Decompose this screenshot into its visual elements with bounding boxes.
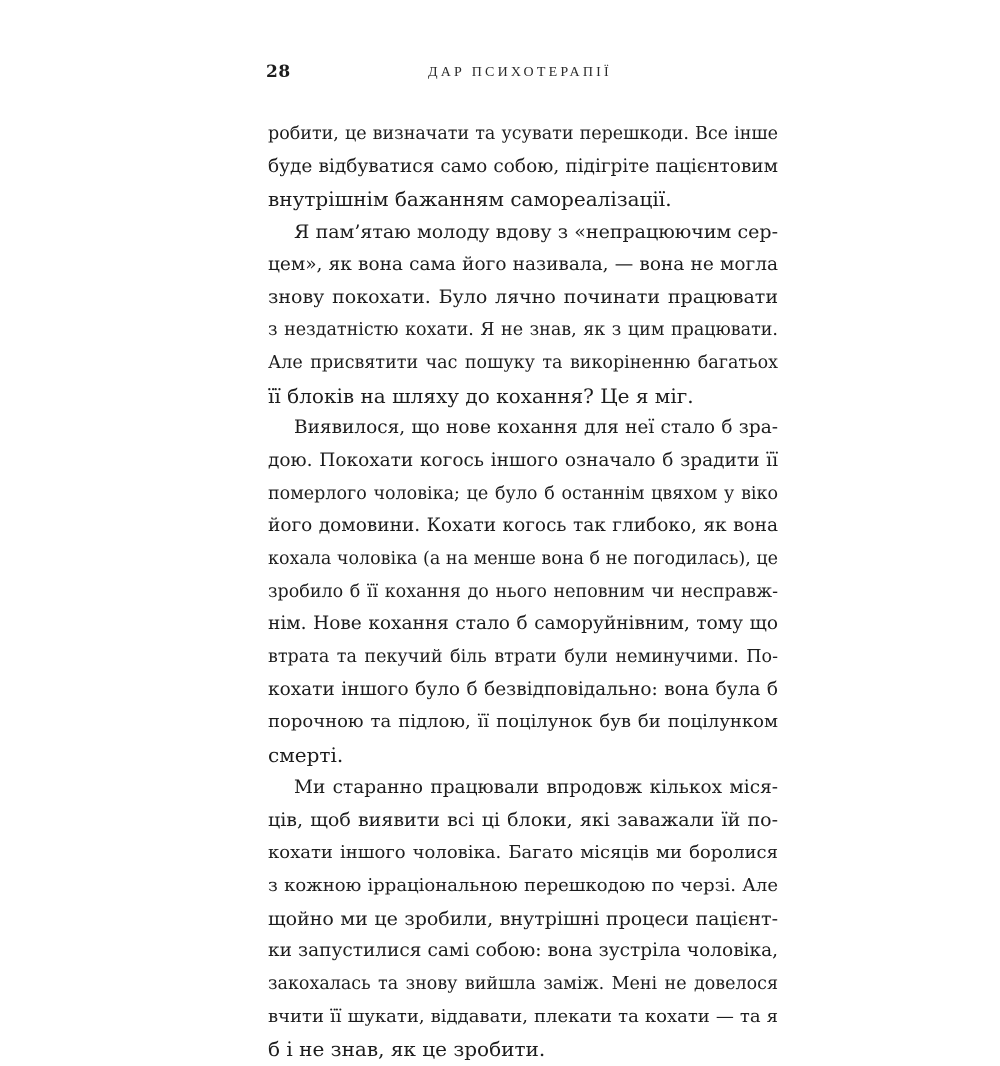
text-line: знову покохати. Було лячно починати працювати — [268, 286, 778, 309]
text-line: щойно ми це зробили, внутрішні процеси пацієнт- — [268, 907, 778, 930]
running-title: ДАР ПСИХОТЕРАПІЇ — [428, 65, 612, 80]
text-line: Але присвятити час пошуку та викоріненню багатьох — [268, 352, 778, 373]
text-line: порочною та підлою, її поцілунок був би поцілунком — [268, 711, 778, 733]
text-line: з нездатністю кохати. Я не знав, як з цим працювати. — [268, 320, 778, 341]
text-line: померлого чоловіка; це було б останнім цвяхом у віко — [268, 483, 778, 504]
text-line: внутрішнім бажанням самореалізації. — [268, 187, 672, 212]
text-line: кохати іншого було б безвідповідально: вона була б — [268, 678, 778, 700]
text-line: Я пам’ятаю молоду вдову з «непрацюючим сер- — [294, 221, 778, 244]
text-line: дою. Покохати когось іншого означало б зрадити її — [268, 449, 778, 471]
text-line: втрата та пекучий біль втрати були неминучими. По- — [268, 647, 778, 667]
text-line: закохалась та знову вийшла заміж. Мені не довелося — [268, 973, 778, 994]
text-line: її блоків на шляху до кохання? Це я міг. — [268, 383, 694, 408]
paragraph-4 — [268, 772, 778, 1066]
text-line: вчити її шукати, віддавати, плекати та кохати — та я — [268, 1005, 778, 1027]
text-line: з кожною ірраціональною перешкодою по черзі. Але — [268, 874, 778, 896]
text-line: робити, це визначати та усувати перешкоди. Все інше — [268, 124, 778, 144]
text-line: кохати іншого чоловіка. Багато місяців ми боролися — [268, 842, 778, 864]
body-text — [268, 118, 778, 1066]
text-line: ки запустилися самі собою: вона зустріла чоловіка, — [268, 940, 778, 962]
paragraph-3 — [268, 412, 778, 772]
text-line: Виявилося, що нове кохання для неї стало б зра- — [294, 417, 778, 439]
text-line: цем», як вона сама його називала, — вона не могла — [268, 253, 778, 275]
text-line: зробило б її кохання до нього неповним чи несправж- — [268, 581, 778, 602]
text-line: Ми старанно працювали впродовж кількох міся- — [294, 776, 778, 798]
running-head — [266, 62, 780, 92]
paragraph-2 — [268, 216, 778, 412]
text-line: кохала чоловіка (а на менше вона б не погодилась), це — [268, 548, 778, 569]
text-line: б і не знав, як це зробити. — [268, 1037, 546, 1062]
text-line: його домовини. Кохати когось так глибоко, як вона — [268, 515, 778, 537]
text-line: смерті. — [268, 743, 344, 768]
text-line: ців, щоб виявити всі ці блоки, які заважали їй по- — [268, 809, 778, 832]
paragraph-1 — [268, 118, 778, 216]
page-number: 28 — [266, 62, 291, 82]
text-line: нім. Нове кохання стало б саморуйнівним, тому що — [268, 613, 778, 635]
text-line: буде відбуватися само собою, підігріте пацієнтовим — [268, 155, 778, 177]
